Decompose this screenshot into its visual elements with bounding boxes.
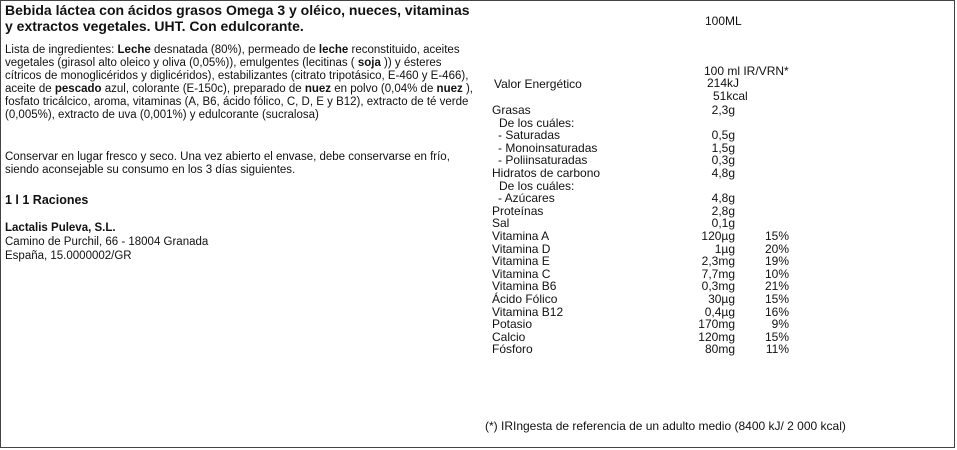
nutrient-label: Potasio <box>492 317 533 332</box>
reference-intake-footnote: (*) IRIngesta de referencia de un adulto medio (8400 kJ/ 2 000 kcal) <box>485 419 846 433</box>
nutrient-label: - Saturadas <box>498 128 561 143</box>
allergen-highlight: pescado <box>54 83 102 95</box>
nutrient-value: 170mg <box>698 317 735 332</box>
nutrient-label: - Poliinsaturadas <box>498 153 588 168</box>
nutrient-reference-percent: 19% <box>764 254 789 269</box>
nutrient-label: De los cuáles: <box>499 115 575 130</box>
allergen-highlight: nuez <box>436 83 463 95</box>
nutrient-value: 30µg <box>708 292 735 306</box>
allergen-highlight: Leche <box>117 44 151 56</box>
nutrient-label: Vitamina D <box>492 241 551 256</box>
nutrient-label: Vitamina C <box>492 266 551 281</box>
nutrient-label: Ácido Fólico <box>492 292 558 306</box>
nutrient-reference-percent: 15% <box>764 229 789 243</box>
energy-label: Valor Energético <box>494 77 582 91</box>
nutrient-value: 0,5g <box>711 128 735 143</box>
ingredients-text: )) y ésteres cítricos de monoglicéridos y diglicéridos), estabilizantes (citrato tripotásico, E-460 y E-466), aceite de <box>5 57 469 95</box>
nutrient-reference-percent: 21% <box>764 279 789 294</box>
nutrient-value: 80mg <box>704 342 735 357</box>
nutrient-value: 7,7mg <box>701 266 735 281</box>
nutrient-label: Fósforo <box>492 342 533 357</box>
ingredients-text: Lista de ingredientes: <box>5 44 118 56</box>
nutrient-value: 0,4µg <box>704 304 735 319</box>
nutrient-reference-percent: 15% <box>764 292 789 306</box>
nutrient-label: - Azúcares <box>498 191 555 206</box>
energy-kcal: 51kcal <box>713 89 748 103</box>
ingredients-text: desnatada (80%), permeado de <box>150 44 319 56</box>
allergen-highlight: nuez <box>304 83 332 95</box>
company-address-line-2: España, 15.0000002/GR <box>5 250 132 262</box>
nutrient-value: 0,1g <box>711 216 735 231</box>
nutrient-value: 120µg <box>701 229 735 243</box>
nutrient-label: - Monoinsaturadas <box>498 140 598 155</box>
nutrient-reference-percent: 9% <box>771 317 789 332</box>
nutrient-reference-percent: 20% <box>764 241 789 256</box>
nutrient-value: 0,3g <box>711 153 735 168</box>
nutrient-reference-percent: 11% <box>765 342 789 357</box>
ingredients-text: reconstituido, aceites vegetales (girasol alto oleico y oliva (0,05%)), emulgentes (lecitinas ( <box>5 44 460 69</box>
nutrient-reference-percent: 15% <box>764 329 789 344</box>
nutrition-unit-header: 100ML <box>705 14 742 28</box>
company-name: Lactalis Puleva, S.L. <box>5 222 116 234</box>
nutrition-column-header: 100 ml IR/VRN* <box>704 64 789 78</box>
nutrient-value: 2,3g <box>711 103 735 117</box>
energy-kj: 214kJ <box>707 76 740 90</box>
nutrient-label: Proteínas <box>492 203 544 218</box>
nutrient-value: 120mg <box>698 329 735 344</box>
ingredients-text: azul, colorante (E-150c), preparado de <box>101 83 305 95</box>
nutrient-value: 0,3mg <box>701 279 735 294</box>
ingredients-text: ), fosfato tricálcico, aroma, vitaminas (A, B6, ácido fólico, C, D, E y B12), extracto de té verde (0,005%), extracto de uva (0,001%) y edulcorante (sucralosa) <box>5 83 473 121</box>
nutrient-reference-percent: 16% <box>764 304 789 319</box>
portions: 1 l 1 Raciones <box>5 193 89 207</box>
nutrient-value: 4,8g <box>711 191 735 206</box>
product-title-line-2: y extractos vegetales. UHT. Con edulcorante. <box>5 18 304 34</box>
nutrient-value: 4,8g <box>711 166 735 180</box>
nutrient-value: 2,3mg <box>701 254 735 269</box>
company-address-line-1: Camino de Purchil, 66 - 18004 Granada <box>5 236 209 248</box>
ingredients-list <box>5 44 473 122</box>
nutrient-label: Vitamina B6 <box>492 279 557 294</box>
allergen-highlight: leche <box>318 44 349 56</box>
nutrient-label: Vitamina A <box>492 229 550 243</box>
nutrient-label: Grasas <box>492 103 531 117</box>
nutrient-label: Vitamina E <box>492 254 550 269</box>
nutrient-label: Calcio <box>492 329 526 344</box>
nutrient-label: De los cuáles: <box>499 178 575 193</box>
nutrient-value: 1,5g <box>711 140 735 155</box>
product-title <box>5 2 470 34</box>
allergen-highlight: soja <box>357 57 381 69</box>
product-title-line-1: Bebida láctea con ácidos grasos Omega 3 y oléico, nueces, vitaminas <box>5 2 470 18</box>
ingredients-text: en polvo (0,04% de <box>331 83 437 95</box>
nutrient-reference-percent: 10% <box>764 266 789 281</box>
nutrient-value: 2,8g <box>711 203 735 218</box>
nutrient-label: Sal <box>492 216 510 231</box>
nutrient-label: Vitamina B12 <box>492 304 564 319</box>
nutrient-value: 1µg <box>714 241 735 256</box>
nutrient-label: Hidratos de carbono <box>492 166 601 180</box>
storage-instructions: Conservar en lugar fresco y seco. Una vez abierto el envase, debe conservarse en frío, siendo aconsejable su consumo en los 3 días siguientes. <box>5 151 450 176</box>
